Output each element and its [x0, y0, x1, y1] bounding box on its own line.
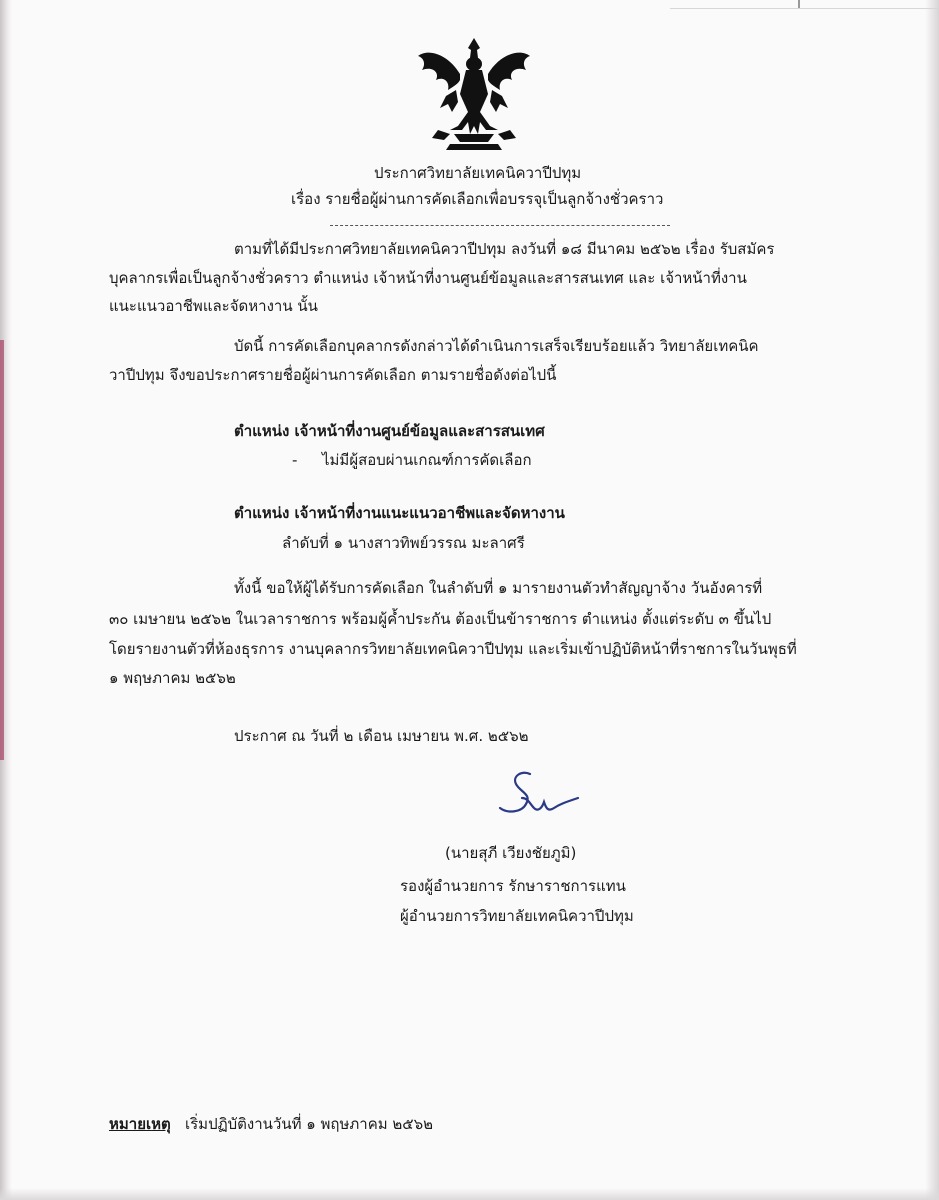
- signatory-title1: รองผู้อำนวยการ รักษาราชการแทน: [400, 877, 626, 895]
- signature-icon: [482, 768, 582, 832]
- header-subject: เรื่อง รายชื่อผู้ผ่านการคัดเลือกเพื่อบรรจุเป็นลูกจ้างชั่วคราว: [291, 190, 664, 208]
- position2-detail: ลำดับที่ ๑ นางสาวทิพย์วรรณ มะลาศรี: [282, 534, 525, 552]
- position2-heading: ตำแหน่ง เจ้าหน้าที่งานแนะแนวอาชีพและจัดหางาน: [234, 504, 565, 522]
- position1-heading: ตำแหน่ง เจ้าหน้าที่งานศูนย์ข้อมูลและสารสนเทศ: [234, 422, 545, 440]
- signatory-name: (นายสุภี เวียงชัยภูมิ): [445, 844, 577, 862]
- announcement-date: ประกาศ ณ วันที่ ๒ เดือน เมษายน พ.ศ. ๒๕๖๒: [234, 727, 529, 745]
- para1-line3: แนะแนวอาชีพและจัดหางาน นั้น: [109, 297, 318, 315]
- para3-line1: ทั้งนี้ ขอให้ผู้ได้รับการคัดเลือก ในลำดับที่ ๑ มารายงานตัวทำสัญญาจ้าง วันอังคารที่: [234, 579, 763, 597]
- para3-line2: ๓๐ เมษายน ๒๕๖๒ ในเวลาราชการ พร้อมผู้ค้ำประกัน ต้องเป็นข้าราชการ ตำแหน่ง ตั้งแต่ระดับ ๓ ขึ้นไป: [109, 610, 772, 628]
- para3-line4: ๑ พฤษภาคม ๒๕๖๒: [109, 669, 236, 687]
- para2-line1: บัดนี้ การคัดเลือกบุคลากรดังกล่าวได้ดำเนินการเสร็จเรียบร้อยแล้ว วิทยาลัยเทคนิค: [234, 337, 759, 355]
- para1-line2: บุคลากรเพื่อเป็นลูกจ้างชั่วคราว ตำแหน่ง เจ้าหน้าที่งานศูนย์ข้อมูลและสารสนเทศ และ เจ้าหน้าที่งาน: [109, 269, 747, 287]
- scan-edge-mark: [0, 340, 4, 760]
- signatory-title2: ผู้อำนวยการวิทยาลัยเทคนิควาปีปทุม: [400, 907, 634, 925]
- position1-dash: -: [292, 451, 298, 469]
- para1-line1: ตามที่ได้มีประกาศวิทยาลัยเทคนิควาปีปทุม ลงวันที่ ๑๘ มีนาคม ๒๕๖๒ เรื่อง รับสมัคร: [234, 240, 775, 258]
- header-org: ประกาศวิทยาลัยเทคนิควาปีปทุม: [374, 164, 582, 182]
- scan-bottom-edge: [0, 1188, 939, 1200]
- para2-line2: วาปีปทุม จึงขอประกาศรายชื่อผู้ผ่านการคัดเลือก ตามรายชื่อดังต่อไปนี้: [109, 366, 557, 384]
- para3-line3: โดยรายงานตัวที่ห้องธุรการ งานบุคลากรวิทยาลัยเทคนิควาปีปทุม และเริ่มเข้าปฏิบัติหน้าที่ราชการในวันพุธที่: [109, 640, 797, 658]
- note-label: หมายเหตุ: [109, 1115, 171, 1133]
- scan-top-edge: [670, 0, 939, 9]
- garuda-emblem-icon: [410, 34, 538, 158]
- scan-top-mark: [798, 0, 800, 8]
- header-divider: [330, 225, 670, 226]
- note-text: เริ่มปฏิบัติงานวันที่ ๑ พฤษภาคม ๒๕๖๒: [185, 1115, 434, 1133]
- position1-detail: ไม่มีผู้สอบผ่านเกณฑ์การคัดเลือก: [322, 451, 532, 469]
- scan-right-edge: [925, 0, 939, 1200]
